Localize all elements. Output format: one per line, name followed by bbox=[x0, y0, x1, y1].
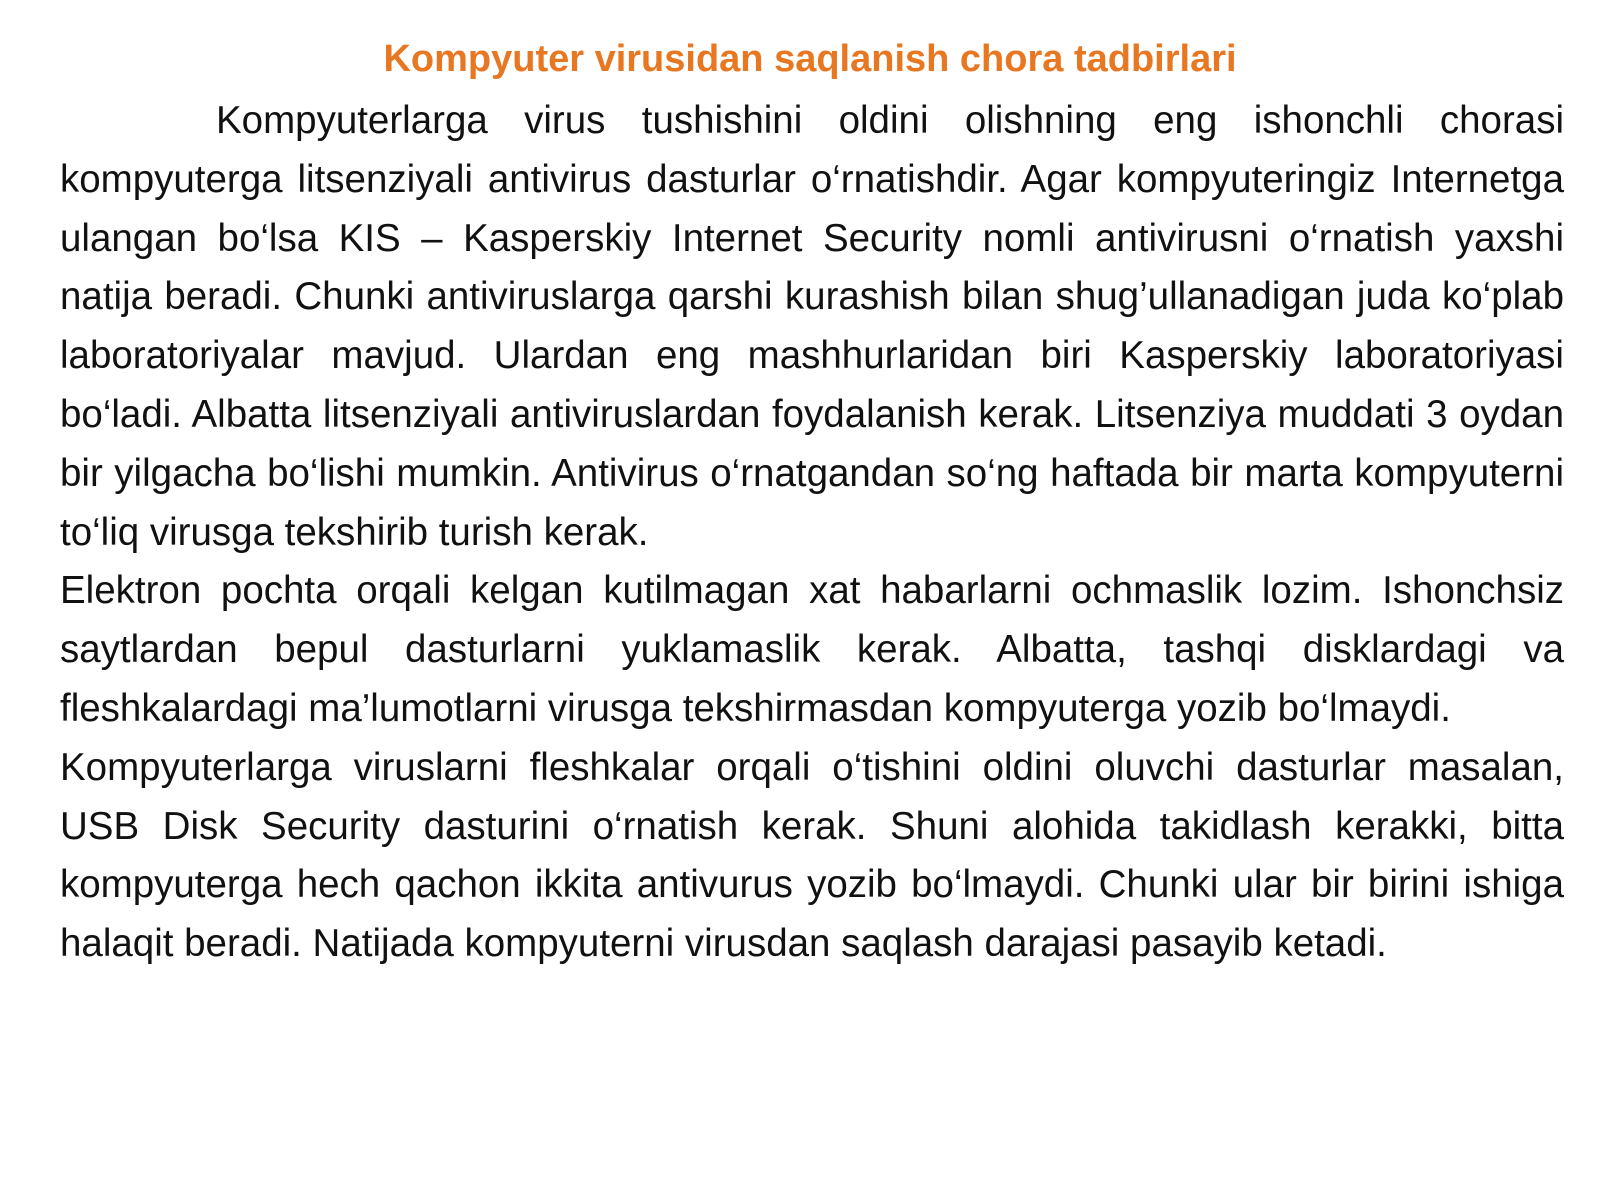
slide-title: Kompyuter virusidan saqlanish chora tadbirlari bbox=[383, 38, 1237, 80]
paragraph-2: Elektron pochta orqali kelgan kutilmagan xat habarlarni ochmaslik lozim. Ishonchsiz saytlardan bepul dasturlarni yuklamaslik kerak. Albatta, tashqi disklardagi va fleshkalardagi ma’lumotlarni virusga tekshirmasdan kompyuterga yozib bo‘lmaydi. bbox=[60, 569, 1564, 730]
paragraph-1 bbox=[60, 92, 1564, 562]
paragraph-1-text: Kompyuterlarga virus tushishini oldini olishning eng ishonchli chorasi kompyuterga litsenziyali antivirus dasturlar o‘rnatishdir. Agar kompyuteringiz Internetga ulangan bo‘lsa KIS – Kasperskiy Internet Security nomli antivirusni o‘rnatish yaxshi natija beradi. Chunki antiviruslarga qarshi kurashish bilan shug’ullanadigan juda ko‘plab laboratoriyalar mavjud. Ulardan eng mashhurlaridan biri Kasperskiy laboratoriyasi bo‘ladi. Albatta litsenziyali antiviruslardan foydalanish kerak. Litsenziya muddati 3 oydan bir yilgacha bo‘lishi mumkin. Antivirus o‘rnatgandan so‘ng haftada bir marta kompyuterni to‘liq virusga tekshirib turish kerak. bbox=[60, 99, 1564, 554]
paragraph-3: Kompyuterlarga viruslarni fleshkalar orqali o‘tishini oldini oluvchi dasturlar masalan, USB Disk Security dasturini o‘rnatish kerak. Shuni alohida takidlash kerakki, bitta kompyuterga hech qachon ikkita antivurus yozib bo‘lmaydi. Chunki ular bir birini ishiga halaqit beradi. Natijada kompyuterni virusdan saqlash darajasi pasayib ketadi. bbox=[60, 745, 1564, 966]
slide-body bbox=[60, 92, 1564, 974]
